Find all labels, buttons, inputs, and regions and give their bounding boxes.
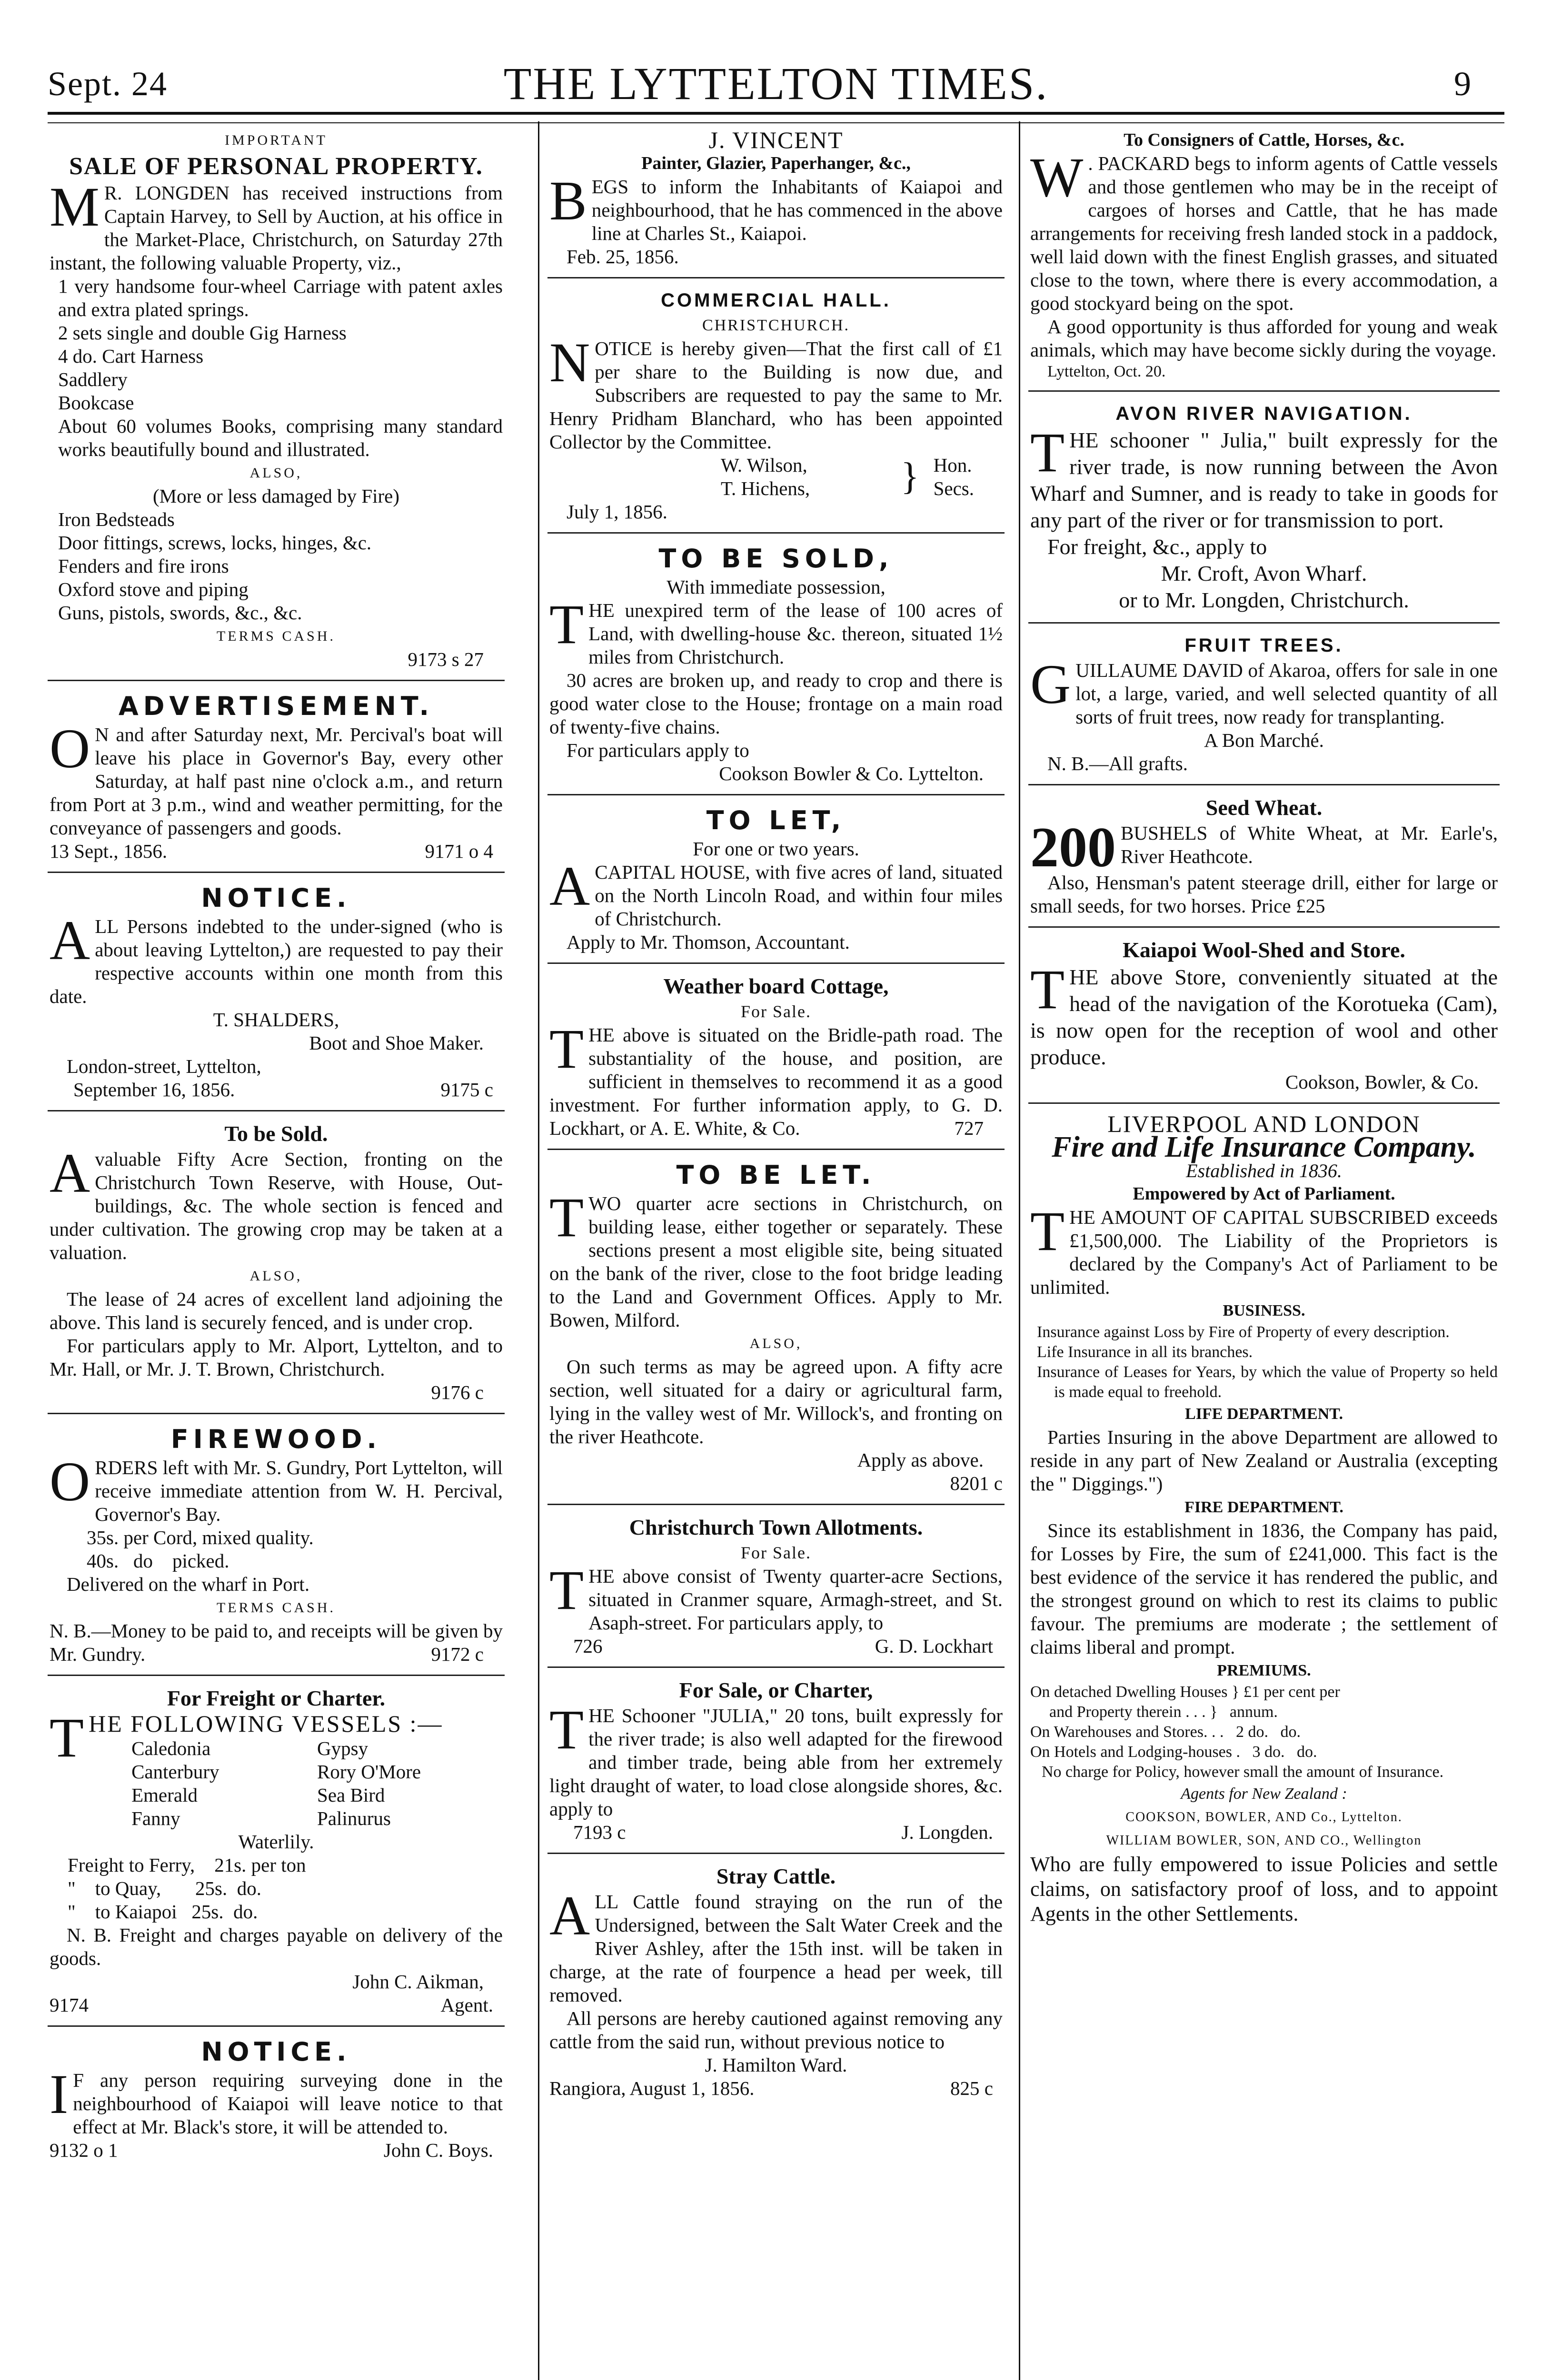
- drop-cap: T: [1030, 958, 1065, 1021]
- ad-ref: 825 c: [950, 2077, 993, 2099]
- section-heading: LIFE DEPARTMENT.: [1185, 1405, 1343, 1423]
- list-item: Sea Bird: [317, 1784, 385, 1806]
- established: Established in 1836.: [1186, 1160, 1342, 1181]
- list-item: About 60 volumes Books, comprising many standard works beautifully bound and illustrated.: [58, 415, 503, 460]
- agent: COOKSON, BOWLER, AND Co., Lyttelton.: [1125, 1810, 1403, 1825]
- ad-seed-wheat: [1028, 794, 1500, 928]
- list-item: Waterlily.: [238, 1831, 314, 1853]
- list-item: No charge for Policy, however small the amount of Insurance.: [1042, 1763, 1444, 1781]
- ad-date: Lyttelton, Oct. 20.: [1047, 363, 1166, 380]
- drop-cap: T: [549, 593, 584, 655]
- also-label: ALSO,: [749, 1336, 803, 1351]
- brace: }: [901, 456, 919, 497]
- subtitle: For Sale.: [741, 1543, 811, 1562]
- ad-stray-cattle: [547, 1863, 1005, 2109]
- ad-to-let-house: [547, 804, 1005, 964]
- drop-cap: W: [1030, 146, 1084, 208]
- list-item: " to Kaiapoi 25s. do.: [68, 1901, 258, 1923]
- list-item: and Property therein . . . } annum.: [1049, 1703, 1278, 1721]
- drop-cap: I: [50, 2063, 69, 2125]
- column-2: [547, 129, 1005, 2380]
- ad-title: For Freight or Charter.: [167, 1686, 386, 1710]
- ad-body: All persons are hereby cautioned against removing any cattle from the said run, without previous notice to: [549, 2007, 1003, 2053]
- ad-avon-navigation: [1028, 400, 1500, 624]
- ad-ref: 727: [954, 1117, 984, 1139]
- drop-cap: T: [1030, 1200, 1065, 1262]
- ad-ref: 9173 s 27: [408, 648, 484, 670]
- ad-title: FRUIT TREES.: [1184, 635, 1343, 656]
- list-item: 35s. per Cord, mixed quality.: [87, 1527, 314, 1548]
- list-item: On Warehouses and Stores. . . 2 do. do.: [1030, 1723, 1301, 1741]
- subtitle: (More or less damaged by Fire): [152, 485, 400, 507]
- ad-body: Apply to Mr. Thomson, Accountant.: [567, 931, 850, 953]
- drop-cap: A: [50, 1142, 90, 1204]
- drop-cap: M: [50, 176, 99, 238]
- list-item: Insurance of Leases for Years, by which the value of Property so held is made equal to freehold.: [1037, 1363, 1498, 1401]
- list-item: Fanny: [131, 1807, 180, 1829]
- column-divider-2: [1019, 121, 1020, 2380]
- list-item: Freight to Ferry, 21s. per ton: [68, 1854, 306, 1876]
- ad-title: TO BE SOLD,: [658, 544, 894, 574]
- ad-ref: 726: [573, 1635, 603, 1657]
- ad-title: For Sale, or Charter,: [679, 1678, 873, 1702]
- ad-title: Stray Cattle.: [716, 1864, 836, 1888]
- signature: Cookson Bowler & Co. Lyttelton.: [719, 763, 984, 784]
- kicker: IMPORTANT: [225, 132, 328, 148]
- ad-title: SALE OF PERSONAL PROPERTY.: [69, 153, 483, 180]
- section-heading: PREMIUMS.: [1217, 1662, 1311, 1679]
- ad-body: On such terms as may be agreed upon. A fifty acre section, well situated for a dairy or agricultural farm, lying in the valley west of Mr. Willock's, and fronting on the river Heathcote.: [549, 1356, 1003, 1448]
- list-item: Saddlery: [58, 368, 128, 390]
- ad-body: CAPITAL HOUSE, with five acres of land, situated on the North Lincoln Road, and within four miles of Christchurch.: [595, 861, 1003, 930]
- drop-cap: T: [549, 1186, 584, 1249]
- list-item: Guns, pistols, swords, &c., &c.: [58, 602, 302, 624]
- drop-cap: T: [549, 1559, 584, 1621]
- signature: T. Hichens,: [721, 477, 810, 499]
- ad-packard: [1028, 129, 1500, 392]
- drop-cap: N: [549, 331, 590, 394]
- list-item: Life Insurance in all its branches.: [1037, 1343, 1253, 1361]
- list-item: 1 very handsome four-wheel Carriage with patent axles and extra plated springs.: [58, 275, 503, 320]
- signature: J. Longden.: [901, 1821, 993, 1843]
- list-item: On detached Dwelling Houses } £1 per cent per: [1030, 1683, 1340, 1701]
- ad-body: OTICE is hereby given—That the first call of £1 per share to the Building is now due, and Subscribers are requested to pay the same to Mr. Henry Pridham Blanchard, who has been appointed Collector by the Committee.: [549, 337, 1003, 453]
- ad-date: 13 Sept., 1856.: [50, 840, 168, 862]
- ad-to-be-sold-lease: [547, 542, 1005, 795]
- drop-cap: A: [549, 1884, 590, 1947]
- business-list: [1030, 1322, 1498, 1402]
- newspaper-title: THE LYTTELTON TIMES.: [503, 58, 1049, 109]
- ad-vincent: [547, 129, 1005, 278]
- item-list: [50, 275, 503, 461]
- ad-title: TO LET,: [706, 805, 846, 835]
- signature: J. Hamilton Ward.: [705, 2054, 847, 2076]
- column-1: [48, 129, 505, 2380]
- signature: G. D. Lockhart: [875, 1635, 993, 1657]
- ad-body: Also, Hensman's patent steerage drill, either for large or small seeds, for two horses. Price £25: [1030, 872, 1498, 917]
- ad-to-be-sold: [48, 1120, 505, 1414]
- ad-body: . PACKARD begs to inform agents of Cattle vessels and those gentlemen who may be in the receipt of cargoes of horses and Cattle, that he has made arrangements for receiving fresh landed stock in a paddock, well laid down with the finest English grasses, and situated close to the town, where there is every accommodation, a good stockyard being on the spot.: [1030, 152, 1498, 314]
- address: Mr. Croft, Avon Wharf.: [1161, 561, 1367, 585]
- signature: W. Wilson,: [721, 454, 807, 476]
- ad-title: NOTICE.: [201, 883, 351, 913]
- ad-to-be-let: [547, 1159, 1005, 1505]
- ad-ref: 9175 c: [440, 1079, 493, 1101]
- drop-cap: T: [1030, 421, 1065, 484]
- ad-allotments: [547, 1514, 1005, 1668]
- ad-body: Parties Insuring in the above Department are allowed to reside in any part of New Zealand or Australia (excepting the " Diggings."): [1030, 1426, 1498, 1495]
- ad-title: To be Sold.: [224, 1121, 328, 1146]
- ad-title: AVON RIVER NAVIGATION.: [1115, 403, 1413, 424]
- drop-cap: O: [50, 717, 90, 780]
- ad-body: Who are fully empowered to issue Policies and settle claims, on satisfactory proof of loss, and to appoint Agents in the other Settlements.: [1030, 1853, 1498, 1925]
- list-item: Fenders and fire irons: [58, 555, 229, 577]
- list-item: Palinurus: [317, 1807, 391, 1829]
- ad-body: N. B.—Money to be paid to, and receipts will be given by Mr. Gundry.: [50, 1620, 503, 1665]
- list-item: Insurance against Loss by Fire of Property of every description.: [1037, 1323, 1450, 1341]
- list-item: Oxford stove and piping: [58, 578, 249, 600]
- ad-body: A good opportunity is thus afforded for young and weak animals, which may have become sickly during the voyage.: [1030, 316, 1498, 361]
- ad-ref: 7193 c: [573, 1821, 626, 1843]
- ad-sale-property: [48, 129, 505, 681]
- signature: T. SHALDERS,: [213, 1009, 339, 1031]
- ad-title: COMMERCIAL HALL.: [661, 290, 891, 311]
- ad-body: LL Persons indebted to the under-signed (who is about leaving Lyttelton,) are requested to pay their respective accounts within one month from this date.: [50, 915, 503, 1007]
- rate-list: [50, 1854, 503, 1924]
- page-number: 9: [1454, 65, 1471, 103]
- list-item: Gypsy: [317, 1737, 368, 1759]
- list-item: Iron Bedsteads: [58, 508, 175, 530]
- signature: Cookson, Bowler, & Co.: [1285, 1071, 1479, 1093]
- ad-title: LIVERPOOL AND LONDON: [1107, 1111, 1421, 1137]
- list-item: Bookcase: [58, 392, 134, 414]
- subtitle: Painter, Glazier, Paperhanger, &c.,: [641, 153, 911, 173]
- signature-block: [549, 454, 1003, 500]
- list-item: 40s. do picked.: [87, 1550, 229, 1572]
- ad-body: HE AMOUNT OF CAPITAL SUBSCRIBED exceeds £1,500,000. The Liability of the Proprietors is declared by the Company's Act of Parliament to be unlimited.: [1030, 1206, 1498, 1298]
- ad-title: To Consigners of Cattle, Horses, &c.: [1124, 130, 1404, 150]
- ad-body: 30 acres are broken up, and ready to crop and there is good water close to the House; frontage on a main road of twenty-five chains.: [549, 669, 1003, 738]
- ad-fruit-trees: [1028, 632, 1500, 785]
- drop-cap: T: [549, 1018, 584, 1080]
- terms: TERMS CASH.: [216, 1600, 336, 1616]
- section-heading: FIRE DEPARTMENT.: [1184, 1498, 1343, 1516]
- subtitle: With immediate possession,: [667, 576, 885, 598]
- drop-cap: A: [549, 855, 590, 917]
- ad-body: F any person requiring surveying done in the neighbourhood of Kaiapoi will leave notice to that effect at Mr. Black's store, it will be attended to.: [73, 2069, 503, 2138]
- drop-cap: 200: [1030, 815, 1116, 879]
- subtitle: For one or two years.: [693, 838, 859, 860]
- ad-body: RDERS left with Mr. S. Gundry, Port Lyttelton, will receive immediate attention from W. H. Percival, Governor's Bay.: [95, 1457, 503, 1525]
- ad-body: Since its establishment in 1836, the Company has paid, for Losses by Fire, the sum of £241,000. This fact is the best evidence of the service it has rendered the public, and the strongest ground on which to rest its claims to public favour. The premiums are moderate ; the settlement of claims liberal and prompt.: [1030, 1519, 1498, 1658]
- subtitle: For Sale.: [741, 1002, 811, 1021]
- drop-cap: A: [50, 909, 90, 972]
- ad-body: HE above is situated on the Bridle-path road. The substantiality of the house, and position, are sufficient in themselves to recommend it as a good investment. For further information apply, to G. D. Lockhart, or A. E. White, & Co.: [549, 1024, 1003, 1139]
- ad-ref: 9172 c: [431, 1643, 484, 1665]
- signature-role: Hon.: [933, 454, 972, 476]
- ad-notice-boys: [48, 2035, 505, 2171]
- column-divider-1: [538, 121, 539, 2380]
- ad-body: N. B.—All grafts.: [1047, 753, 1188, 774]
- list-item: Rory O'More: [317, 1761, 421, 1783]
- ad-title: Weather board Cottage,: [663, 974, 889, 998]
- ad-title: NOTICE.: [201, 2037, 351, 2067]
- section-heading: Agents for New Zealand :: [1181, 1785, 1347, 1803]
- ad-title: Kaiapoi Wool-Shed and Store.: [1123, 938, 1405, 962]
- ad-body: HE FOLLOWING VESSELS :—: [89, 1710, 443, 1737]
- ad-title: J. VINCENT: [708, 129, 844, 153]
- ad-ref: 9174: [50, 1994, 89, 2016]
- ad-title: ADVERTISEMENT.: [118, 691, 434, 721]
- ad-body: HE Schooner "JULIA," 20 tons, built expressly for the river trade; is also well adapted for the firewood and timber trade, being able from her extremely light draught of water, to load close alongside shores, &c. apply to: [549, 1705, 1003, 1820]
- ad-notice-shalders: [48, 882, 505, 1111]
- ad-body: UILLAUME DAVID of Akaroa, offers for sale in one lot, a large, varied, and well selected quantity of all sorts of fruit trees, now ready for transplanting.: [1075, 659, 1498, 728]
- ad-body: HE above consist of Twenty quarter-acre Sections, situated in Cranmer square, Armagh-street, and St. Asaph-street. For particulars apply, to: [588, 1565, 1003, 1634]
- ad-ref: 9176 c: [431, 1381, 484, 1403]
- ad-body: HE above Store, conveniently situated at the head of the navigation of the Korotueka (Cam), is now open for the reception of wool and other produce.: [1030, 965, 1498, 1069]
- ad-body: WO quarter acre sections in Christchurch, on building lease, either together or separately. These sections present a most eligible site, being situated on the bank of the river, close to the foot bridge leading to the Land and Government Offices. Apply to Mr. Bowen, Milford.: [549, 1192, 1003, 1331]
- ad-body: For particulars apply to Mr. Alport, Lyttelton, and to Mr. Hall, or Mr. J. T. Brown, Christchurch.: [50, 1335, 503, 1380]
- masthead-rule: [48, 112, 1504, 123]
- list-item: Canterbury: [131, 1761, 219, 1783]
- ad-body: Apply as above.: [857, 1449, 984, 1471]
- address: London-street, Lyttelton,: [67, 1055, 261, 1077]
- signature: A Bon Marché.: [1204, 729, 1324, 751]
- drop-cap: O: [50, 1450, 90, 1513]
- subtitle: Empowered by Act of Parliament.: [1133, 1184, 1395, 1204]
- also-label: ALSO,: [249, 465, 303, 481]
- price-list: [50, 1526, 503, 1573]
- item-list: [50, 508, 503, 625]
- ad-body: N and after Saturday next, Mr. Percival's boat will leave his place in Governor's Bay, every other Saturday, at half past nine o'clock a.m., and return from Port at 3 p.m., wind and weather permitting, for the conveyance of passengers and goods.: [50, 724, 503, 839]
- drop-cap: T: [549, 1698, 584, 1761]
- ad-cottage: [547, 972, 1005, 1150]
- ad-date: September 16, 1856.: [73, 1079, 235, 1101]
- also-label: ALSO,: [249, 1268, 303, 1284]
- ad-ref: 9171 o 4: [425, 840, 493, 862]
- ad-advertisement: [48, 690, 505, 873]
- ad-body: BUSHELS of White Wheat, at Mr. Earle's, River Heathcote.: [1121, 822, 1498, 867]
- list-item: " to Quay, 25s. do.: [68, 1877, 261, 1899]
- ad-title: FIREWOOD.: [170, 1424, 382, 1454]
- company-name: Fire and Life Insurance Company.: [1052, 1131, 1476, 1163]
- ad-date: Rangiora, August 1, 1856.: [549, 2077, 755, 2099]
- ad-firewood: [48, 1423, 505, 1676]
- list-item: 4 do. Cart Harness: [58, 345, 204, 367]
- ad-body: For freight, &c., apply to: [1047, 535, 1267, 559]
- signature: John C. Aikman,: [352, 1971, 484, 1993]
- ad-ref: 8201 c: [950, 1472, 1003, 1494]
- drop-cap: B: [549, 169, 587, 232]
- ad-title: TO BE LET.: [676, 1160, 876, 1190]
- ad-commercial-hall: [547, 287, 1005, 534]
- list-item: Caledonia: [131, 1737, 211, 1759]
- section-heading: BUSINESS.: [1223, 1302, 1305, 1319]
- ad-julia: [547, 1676, 1005, 1854]
- ad-date: July 1, 1856.: [567, 501, 667, 523]
- ad-body: Delivered on the wharf in Port.: [67, 1573, 310, 1595]
- ad-freight-charter: [48, 1685, 505, 2027]
- ad-body: LL Cattle found straying on the run of the Undersigned, between the Salt Water Creek and the River Ashley, after the 15th inst. will be taken in charge, at the rate of fourpence a head per week, till removed.: [549, 1891, 1003, 2006]
- ad-wool-shed: [1028, 936, 1500, 1104]
- ad-date: Feb. 25, 1856.: [567, 246, 679, 268]
- ad-ref: 9132 o 1: [50, 2139, 118, 2161]
- ad-body: N. B. Freight and charges payable on delivery of the goods.: [50, 1924, 503, 1969]
- issue-date: Sept. 24: [48, 65, 168, 103]
- premium-table: [1030, 1682, 1498, 1782]
- ad-body: valuable Fifty Acre Section, fronting on the Christchurch Town Reserve, with House, Out-buildings, &c. The whole section is fenced and under cultivation. The growing crop may be taken at a valuation.: [50, 1148, 503, 1263]
- drop-cap: T: [50, 1706, 84, 1769]
- ad-body: HE unexpired term of the lease of 100 acres of Land, with dwelling-house &c. thereon, situated 1½ miles from Christchurch.: [588, 599, 1003, 668]
- subtitle: CHRISTCHURCH.: [702, 317, 850, 334]
- ad-body: The lease of 24 acres of excellent land adjoining the above. This land is securely fenced, and is under crop.: [50, 1288, 503, 1333]
- signature-role: Boot and Shoe Maker.: [309, 1032, 484, 1054]
- signature-role: Secs.: [933, 477, 974, 499]
- list-item: Emerald: [131, 1784, 198, 1806]
- column-3: [1028, 129, 1500, 2380]
- signature-role: Agent.: [440, 1994, 493, 2016]
- ad-liverpool-insurance: [1028, 1112, 1500, 1935]
- signature: John C. Boys.: [383, 2139, 493, 2161]
- list-item: On Hotels and Lodging-houses . 3 do. do.: [1030, 1743, 1317, 1761]
- agent: WILLIAM BOWLER, SON, AND CO., Wellington: [1106, 1833, 1422, 1848]
- ad-title: Seed Wheat.: [1205, 795, 1323, 820]
- ad-body: For particulars apply to: [567, 739, 749, 761]
- ad-body: R. LONGDEN has received instructions from Captain Harvey, to Sell by Auction, at his office in the Market-Place, Christchurch, on Saturday 27th instant, the following valuable Property, viz.,: [50, 182, 503, 274]
- list-item: 2 sets single and double Gig Harness: [58, 322, 347, 344]
- terms: TERMS CASH.: [216, 628, 336, 644]
- ad-title: Christchurch Town Allotments.: [629, 1515, 923, 1539]
- ad-body: HE schooner " Julia," built expressly for the river trade, is now running between the Avon Wharf and Sumner, and is ready to take in goods for any part of the river or for transmission to port.: [1030, 428, 1498, 532]
- address: or to Mr. Longden, Christchurch.: [1119, 588, 1409, 612]
- vessel-list: [89, 1737, 503, 1830]
- drop-cap: G: [1030, 653, 1071, 715]
- masthead: [48, 24, 1504, 109]
- ad-body: EGS to inform the Inhabitants of Kaiapoi and neighbourhood, that he has commenced in the above line at Charles St., Kaiapoi.: [591, 176, 1003, 244]
- list-item: Door fittings, screws, locks, hinges, &c.: [58, 532, 372, 554]
